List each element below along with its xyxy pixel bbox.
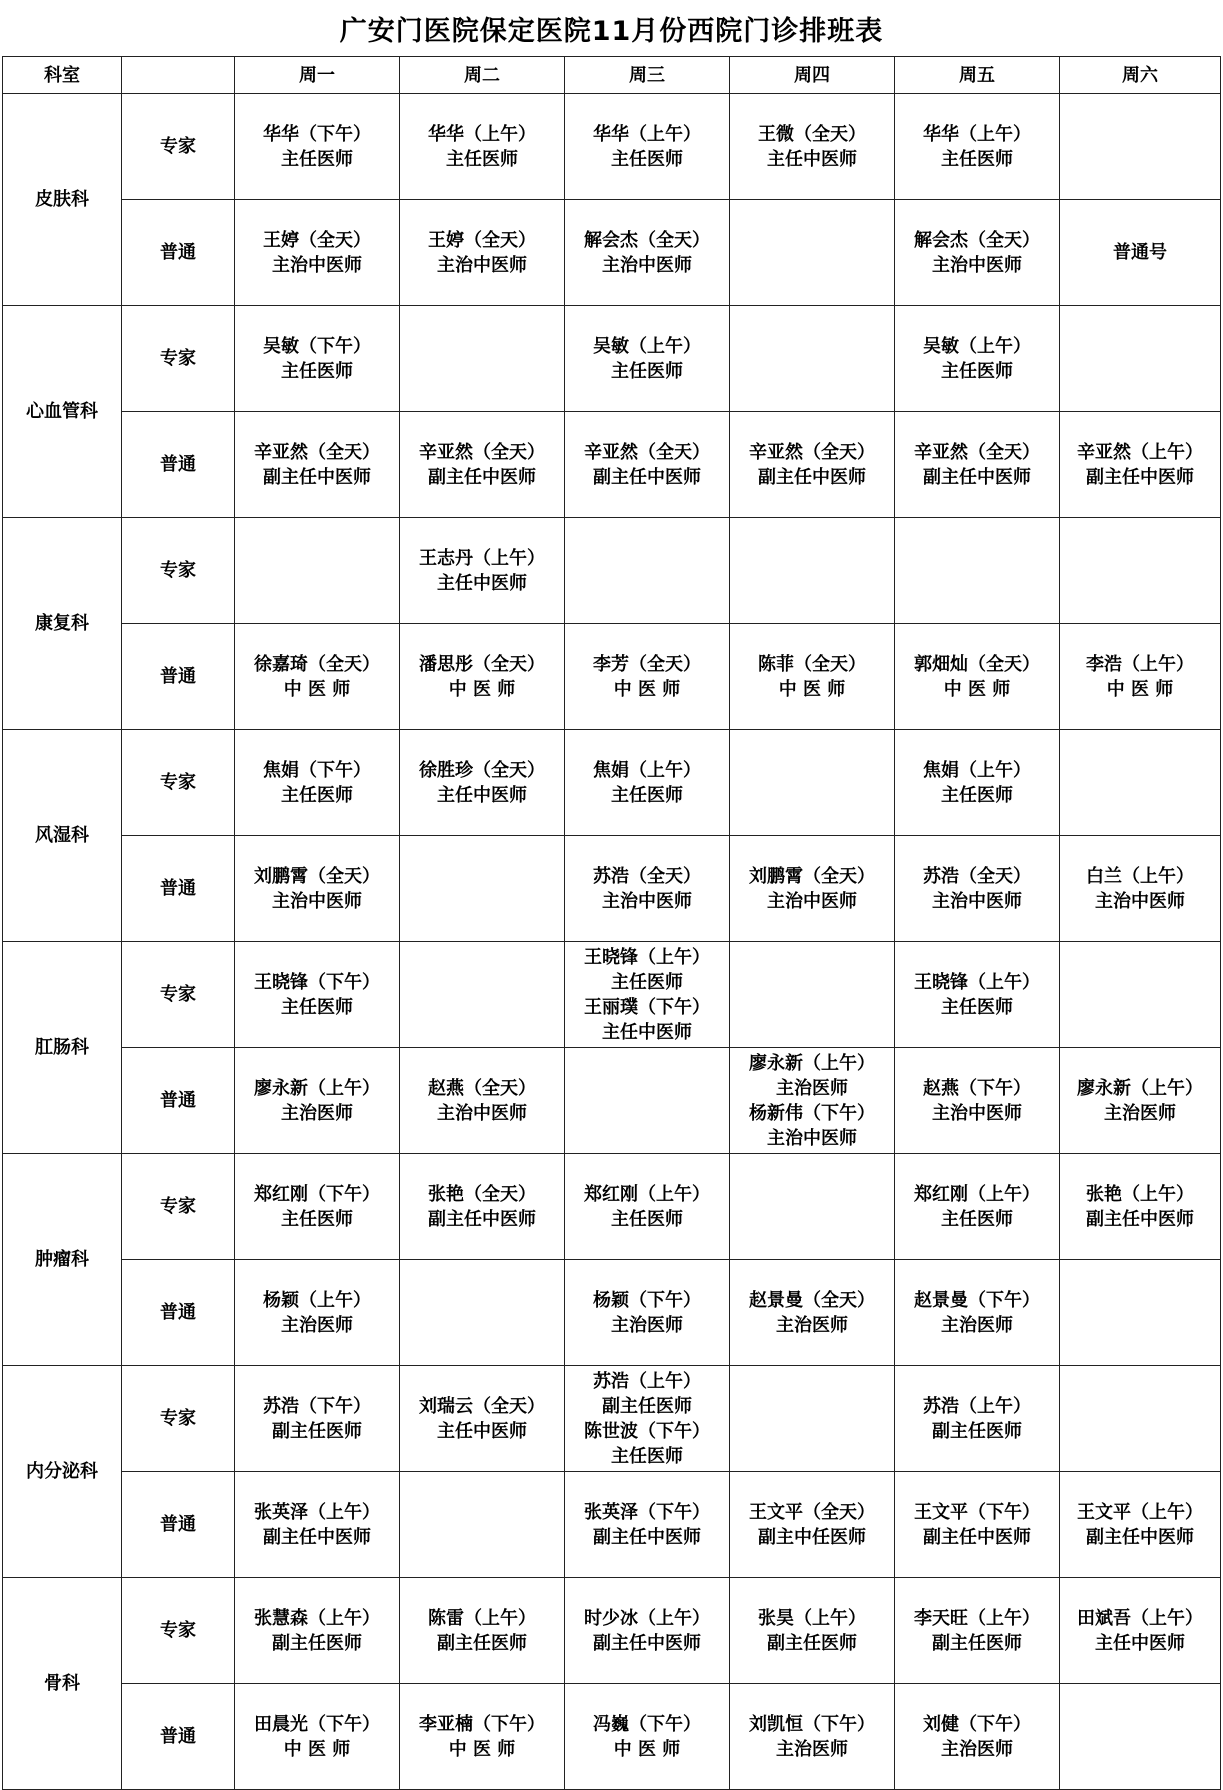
clinic-type: 专家 bbox=[122, 518, 235, 624]
doctor-title: 副主任中医师 bbox=[263, 466, 371, 488]
schedule-cell bbox=[565, 730, 730, 836]
doctor-title: 主治医师 bbox=[611, 1314, 683, 1336]
table-row bbox=[3, 200, 1221, 306]
schedule-cell bbox=[895, 942, 1060, 1048]
schedule-cell bbox=[1060, 836, 1221, 942]
doctor-title: 主任医师 bbox=[611, 971, 683, 993]
schedule-cell bbox=[400, 730, 565, 836]
doctor-title: 主任中医师 bbox=[437, 784, 527, 806]
doctor-entry: 赵燕（全天） bbox=[428, 1077, 536, 1099]
doctor-entry: 王晓锋（上午） bbox=[914, 971, 1040, 993]
doctor-entry: 郭畑灿（全天） bbox=[914, 653, 1040, 675]
doctor-title: 主任中医师 bbox=[767, 148, 857, 170]
doctor-title: 主任医师 bbox=[281, 148, 353, 170]
schedule-cell bbox=[1060, 1260, 1221, 1366]
schedule-cell bbox=[730, 1154, 895, 1260]
clinic-type: 专家 bbox=[122, 730, 235, 836]
doctor-title: 主任医师 bbox=[611, 1208, 683, 1230]
doctor-title: 主治医师 bbox=[1104, 1102, 1176, 1124]
doctor-entry: 辛亚然（全天） bbox=[914, 441, 1040, 463]
schedule-cell bbox=[730, 1578, 895, 1684]
doctor-title: 主任中医师 bbox=[437, 1420, 527, 1442]
doctor-entry: 张昊（上午） bbox=[758, 1607, 866, 1629]
header-friday: 周五 bbox=[895, 57, 1060, 94]
doctor-entry: 李天旺（上午） bbox=[914, 1607, 1040, 1629]
doctor-entry: 张慧森（上午） bbox=[254, 1607, 380, 1629]
department-name: 康复科 bbox=[3, 518, 122, 730]
schedule-cell bbox=[730, 1684, 895, 1790]
schedule-cell bbox=[895, 306, 1060, 412]
clinic-type: 普通 bbox=[122, 200, 235, 306]
schedule-cell bbox=[235, 1260, 400, 1366]
schedule-cell bbox=[895, 94, 1060, 200]
doctor-entry: 解会杰（全天） bbox=[584, 229, 710, 251]
doctor-title: 主任中医师 bbox=[1095, 1632, 1185, 1654]
schedule-cell bbox=[895, 730, 1060, 836]
schedule-cell bbox=[400, 518, 565, 624]
doctor-entry: 徐胜珍（全天） bbox=[419, 759, 545, 781]
schedule-cell bbox=[730, 94, 895, 200]
doctor-entry: 白兰（上午） bbox=[1086, 865, 1194, 887]
doctor-entry: 华华（上午） bbox=[593, 123, 701, 145]
clinic-type: 普通 bbox=[122, 1048, 235, 1154]
schedule-cell bbox=[400, 1684, 565, 1790]
doctor-entry: 冯巍（下午） bbox=[593, 1713, 701, 1735]
clinic-type: 普通 bbox=[122, 1472, 235, 1578]
table-row bbox=[3, 518, 1221, 624]
schedule-cell bbox=[1060, 1578, 1221, 1684]
schedule-cell bbox=[1060, 942, 1221, 1048]
doctor-title: 主任医师 bbox=[281, 1208, 353, 1230]
doctor-entry: 王丽璞（下午） bbox=[584, 996, 710, 1018]
doctor-title: 副主任中医师 bbox=[263, 1526, 371, 1548]
schedule-cell bbox=[400, 94, 565, 200]
doctor-entry: 张艳（上午） bbox=[1086, 1183, 1194, 1205]
table-row bbox=[3, 1578, 1221, 1684]
doctor-title: 主任医师 bbox=[611, 360, 683, 382]
doctor-entry: 杨颖（上午） bbox=[263, 1289, 371, 1311]
schedule-cell bbox=[895, 836, 1060, 942]
schedule-cell bbox=[565, 1578, 730, 1684]
doctor-entry: 徐嘉琦（全天） bbox=[254, 653, 380, 675]
schedule-cell bbox=[235, 730, 400, 836]
table-row bbox=[3, 306, 1221, 412]
schedule-cell bbox=[400, 200, 565, 306]
doctor-entry: 王文平（上午） bbox=[1077, 1501, 1203, 1523]
doctor-entry: 辛亚然（上午） bbox=[1077, 441, 1203, 463]
header-monday: 周一 bbox=[235, 57, 400, 94]
doctor-entry: 普通号 bbox=[1113, 242, 1167, 263]
page-title: 广安门医院保定医院11月份西院门诊排班表 bbox=[339, 15, 884, 47]
schedule-cell bbox=[1060, 730, 1221, 836]
doctor-entry: 赵景曼（下午） bbox=[914, 1289, 1040, 1311]
doctor-title: 主任医师 bbox=[611, 784, 683, 806]
doctor-entry: 苏浩（上午） bbox=[593, 1370, 701, 1392]
clinic-type: 普通 bbox=[122, 1684, 235, 1790]
department-name: 皮肤科 bbox=[3, 94, 122, 306]
doctor-entry: 苏浩（全天） bbox=[923, 865, 1031, 887]
schedule-cell bbox=[895, 624, 1060, 730]
schedule-cell bbox=[565, 1154, 730, 1260]
doctor-title: 主任医师 bbox=[941, 784, 1013, 806]
schedule-cell bbox=[565, 836, 730, 942]
schedule-cell bbox=[1060, 94, 1221, 200]
doctor-title: 中 医 师 bbox=[448, 678, 516, 700]
doctor-entry: 华华（上午） bbox=[428, 123, 536, 145]
doctor-title: 中 医 师 bbox=[778, 678, 846, 700]
schedule-cell bbox=[235, 94, 400, 200]
doctor-entry: 刘鹏霄（全天） bbox=[254, 865, 380, 887]
schedule-cell bbox=[730, 200, 895, 306]
doctor-entry: 焦娟（上午） bbox=[593, 759, 701, 781]
doctor-title: 副主任中医师 bbox=[1086, 1526, 1194, 1548]
doctor-entry: 郑红刚（上午） bbox=[584, 1183, 710, 1205]
doctor-title: 副主任中医师 bbox=[1086, 1208, 1194, 1230]
doctor-entry: 刘鹏霄（全天） bbox=[749, 865, 875, 887]
schedule-cell bbox=[400, 836, 565, 942]
doctor-entry: 李浩（上午） bbox=[1086, 653, 1194, 675]
header-department: 科室 bbox=[3, 57, 122, 94]
schedule-cell bbox=[235, 1048, 400, 1154]
schedule-cell bbox=[895, 1684, 1060, 1790]
schedule-cell bbox=[565, 624, 730, 730]
clinic-type: 专家 bbox=[122, 1578, 235, 1684]
table-row bbox=[3, 1684, 1221, 1790]
doctor-entry: 辛亚然（全天） bbox=[749, 441, 875, 463]
doctor-entry: 潘思彤（全天） bbox=[419, 653, 545, 675]
schedule-cell bbox=[565, 1048, 730, 1154]
doctor-title: 副主任中医师 bbox=[923, 466, 1031, 488]
doctor-title: 主治医师 bbox=[281, 1314, 353, 1336]
department-name: 肿瘤科 bbox=[3, 1154, 122, 1366]
doctor-title: 中 医 师 bbox=[283, 1738, 351, 1760]
doctor-entry: 王文平（下午） bbox=[914, 1501, 1040, 1523]
doctor-entry: 陈雷（上午） bbox=[428, 1607, 536, 1629]
doctor-title: 中 医 师 bbox=[448, 1738, 516, 1760]
doctor-title: 副主任中医师 bbox=[1086, 466, 1194, 488]
schedule-cell bbox=[895, 1578, 1060, 1684]
doctor-entry: 田斌吾（上午） bbox=[1077, 1607, 1203, 1629]
schedule-cell bbox=[400, 1472, 565, 1578]
schedule-cell bbox=[565, 412, 730, 518]
clinic-type: 普通 bbox=[122, 1260, 235, 1366]
doctor-entry: 杨新伟（下午） bbox=[749, 1102, 875, 1124]
doctor-entry: 廖永新（上午） bbox=[749, 1052, 875, 1074]
doctor-title: 主治中医师 bbox=[272, 254, 362, 276]
header-row bbox=[3, 57, 1221, 94]
schedule-cell bbox=[235, 306, 400, 412]
doctor-title: 副主任中医师 bbox=[428, 466, 536, 488]
doctor-entry: 郑红刚（下午） bbox=[254, 1183, 380, 1205]
schedule-cell bbox=[1060, 1684, 1221, 1790]
doctor-entry: 辛亚然（全天） bbox=[254, 441, 380, 463]
schedule-cell bbox=[235, 200, 400, 306]
schedule-cell bbox=[565, 94, 730, 200]
header-saturday: 周六 bbox=[1060, 57, 1221, 94]
schedule-cell bbox=[730, 1260, 895, 1366]
table-row bbox=[3, 1472, 1221, 1578]
doctor-title: 中 医 师 bbox=[943, 678, 1011, 700]
schedule-cell bbox=[730, 624, 895, 730]
schedule-cell bbox=[1060, 1154, 1221, 1260]
header-type bbox=[122, 57, 235, 94]
schedule-cell bbox=[235, 518, 400, 624]
doctor-title: 主任医师 bbox=[941, 996, 1013, 1018]
doctor-title: 主任中医师 bbox=[437, 572, 527, 594]
schedule-cell bbox=[235, 1684, 400, 1790]
table-row bbox=[3, 1366, 1221, 1472]
doctor-title: 中 医 师 bbox=[1106, 678, 1174, 700]
doctor-title: 主治医师 bbox=[776, 1077, 848, 1099]
department-name: 风湿科 bbox=[3, 730, 122, 942]
table-row bbox=[3, 94, 1221, 200]
doctor-title: 副主任医师 bbox=[932, 1632, 1022, 1654]
doctor-title: 主治中医师 bbox=[767, 1127, 857, 1149]
doctor-entry: 王文平（全天） bbox=[749, 1501, 875, 1523]
table-row bbox=[3, 730, 1221, 836]
schedule-table bbox=[2, 56, 1221, 1790]
table-row bbox=[3, 942, 1221, 1048]
doctor-title: 主治中医师 bbox=[767, 890, 857, 912]
doctor-entry: 陈世波（下午） bbox=[584, 1420, 710, 1442]
doctor-entry: 苏浩（上午） bbox=[923, 1395, 1031, 1417]
doctor-entry: 王志丹（上午） bbox=[419, 547, 545, 569]
schedule-cell bbox=[565, 1684, 730, 1790]
doctor-entry: 辛亚然（全天） bbox=[419, 441, 545, 463]
doctor-title: 副主任中医师 bbox=[593, 1526, 701, 1548]
schedule-cell bbox=[235, 836, 400, 942]
schedule-cell bbox=[565, 306, 730, 412]
schedule-cell bbox=[235, 1472, 400, 1578]
doctor-entry: 华华（上午） bbox=[923, 123, 1031, 145]
schedule-cell bbox=[895, 1260, 1060, 1366]
doctor-entry: 华华（下午） bbox=[263, 123, 371, 145]
doctor-title: 副主任医师 bbox=[272, 1632, 362, 1654]
schedule-cell bbox=[400, 1366, 565, 1472]
schedule-cell bbox=[730, 412, 895, 518]
doctor-entry: 苏浩（全天） bbox=[593, 865, 701, 887]
doctor-title: 中 医 师 bbox=[283, 678, 351, 700]
schedule-body bbox=[3, 94, 1221, 1790]
header-wednesday: 周三 bbox=[565, 57, 730, 94]
doctor-entry: 吴敏（下午） bbox=[263, 335, 371, 357]
schedule-cell bbox=[235, 1578, 400, 1684]
schedule-cell bbox=[400, 942, 565, 1048]
schedule-cell bbox=[235, 624, 400, 730]
schedule-cell bbox=[895, 1366, 1060, 1472]
doctor-title: 主任中医师 bbox=[602, 1021, 692, 1043]
clinic-type: 专家 bbox=[122, 306, 235, 412]
doctor-entry: 王婷（全天） bbox=[263, 229, 371, 251]
doctor-title: 中 医 师 bbox=[613, 1738, 681, 1760]
schedule-cell bbox=[565, 1260, 730, 1366]
doctor-title: 副主任医师 bbox=[932, 1420, 1022, 1442]
doctor-title: 副主任中医师 bbox=[758, 466, 866, 488]
schedule-cell bbox=[400, 1048, 565, 1154]
clinic-type: 专家 bbox=[122, 1366, 235, 1472]
doctor-title: 副主任医师 bbox=[437, 1632, 527, 1654]
clinic-type: 专家 bbox=[122, 94, 235, 200]
doctor-entry: 陈菲（全天） bbox=[758, 653, 866, 675]
doctor-entry: 郑红刚（上午） bbox=[914, 1183, 1040, 1205]
doctor-entry: 李亚楠（下午） bbox=[419, 1713, 545, 1735]
schedule-cell bbox=[565, 942, 730, 1048]
schedule-cell bbox=[235, 1366, 400, 1472]
header-tuesday: 周二 bbox=[400, 57, 565, 94]
schedule-cell bbox=[1060, 518, 1221, 624]
department-name: 骨科 bbox=[3, 1578, 122, 1790]
doctor-title: 副主任中医师 bbox=[593, 466, 701, 488]
doctor-title: 主治医师 bbox=[776, 1314, 848, 1336]
doctor-title: 中 医 师 bbox=[613, 678, 681, 700]
schedule-cell bbox=[1060, 1366, 1221, 1472]
doctor-title: 主治中医师 bbox=[602, 890, 692, 912]
doctor-title: 主任医师 bbox=[941, 148, 1013, 170]
schedule-cell bbox=[1060, 306, 1221, 412]
table-row bbox=[3, 1260, 1221, 1366]
table-row bbox=[3, 836, 1221, 942]
doctor-entry: 解会杰（全天） bbox=[914, 229, 1040, 251]
doctor-entry: 赵景曼（全天） bbox=[749, 1289, 875, 1311]
schedule-cell bbox=[730, 306, 895, 412]
doctor-entry: 焦娟（上午） bbox=[923, 759, 1031, 781]
department-name: 肛肠科 bbox=[3, 942, 122, 1154]
schedule-cell bbox=[895, 1472, 1060, 1578]
doctor-title: 主治中医师 bbox=[1095, 890, 1185, 912]
schedule-cell bbox=[730, 518, 895, 624]
schedule-cell bbox=[895, 1048, 1060, 1154]
schedule-cell bbox=[565, 1472, 730, 1578]
schedule-cell bbox=[730, 1472, 895, 1578]
doctor-entry: 吴敏（上午） bbox=[923, 335, 1031, 357]
doctor-entry: 李芳（全天） bbox=[593, 653, 701, 675]
schedule-cell bbox=[1060, 200, 1221, 306]
doctor-title: 主任医师 bbox=[281, 360, 353, 382]
department-name: 心血管科 bbox=[3, 306, 122, 518]
doctor-entry: 王婷（全天） bbox=[428, 229, 536, 251]
doctor-entry: 廖永新（上午） bbox=[254, 1077, 380, 1099]
schedule-cell bbox=[730, 836, 895, 942]
doctor-entry: 王晓锋（下午） bbox=[254, 971, 380, 993]
schedule-cell bbox=[1060, 412, 1221, 518]
doctor-title: 主治医师 bbox=[281, 1102, 353, 1124]
doctor-title: 副主任中医师 bbox=[593, 1632, 701, 1654]
doctor-entry: 张艳（全天） bbox=[428, 1183, 536, 1205]
schedule-cell bbox=[400, 1154, 565, 1260]
doctor-title: 主治中医师 bbox=[932, 890, 1022, 912]
doctor-title: 主治医师 bbox=[941, 1738, 1013, 1760]
schedule-cell bbox=[400, 412, 565, 518]
doctor-title: 主任医师 bbox=[611, 1445, 683, 1467]
schedule-cell bbox=[400, 306, 565, 412]
doctor-entry: 刘瑞云（全天） bbox=[419, 1395, 545, 1417]
doctor-entry: 王微（全天） bbox=[758, 123, 866, 145]
doctor-title: 副主中任医师 bbox=[758, 1526, 866, 1548]
table-row bbox=[3, 624, 1221, 730]
doctor-entry: 吴敏（上午） bbox=[593, 335, 701, 357]
doctor-title: 主任医师 bbox=[281, 996, 353, 1018]
schedule-cell bbox=[730, 730, 895, 836]
doctor-title: 主任医师 bbox=[941, 360, 1013, 382]
doctor-entry: 田晨光（下午） bbox=[254, 1713, 380, 1735]
table-row bbox=[3, 1048, 1221, 1154]
doctor-title: 主任医师 bbox=[446, 148, 518, 170]
doctor-entry: 杨颖（下午） bbox=[593, 1289, 701, 1311]
doctor-entry: 张英泽（上午） bbox=[254, 1501, 380, 1523]
schedule-cell bbox=[895, 1154, 1060, 1260]
schedule-cell bbox=[235, 942, 400, 1048]
schedule-cell bbox=[895, 518, 1060, 624]
doctor-title: 主任医师 bbox=[281, 784, 353, 806]
clinic-type: 专家 bbox=[122, 1154, 235, 1260]
schedule-cell bbox=[565, 518, 730, 624]
doctor-entry: 张英泽（下午） bbox=[584, 1501, 710, 1523]
clinic-type: 普通 bbox=[122, 836, 235, 942]
schedule-cell bbox=[400, 1260, 565, 1366]
doctor-title: 主治中医师 bbox=[932, 1102, 1022, 1124]
schedule-cell bbox=[400, 1578, 565, 1684]
doctor-title: 主治医师 bbox=[941, 1314, 1013, 1336]
doctor-title: 副主任中医师 bbox=[428, 1208, 536, 1230]
schedule-cell bbox=[895, 200, 1060, 306]
schedule-cell bbox=[730, 1366, 895, 1472]
doctor-title: 副主任医师 bbox=[767, 1632, 857, 1654]
doctor-entry: 赵燕（下午） bbox=[923, 1077, 1031, 1099]
schedule-cell bbox=[235, 412, 400, 518]
doctor-title: 主治中医师 bbox=[437, 1102, 527, 1124]
schedule-cell bbox=[400, 624, 565, 730]
clinic-type: 普通 bbox=[122, 412, 235, 518]
doctor-entry: 辛亚然（全天） bbox=[584, 441, 710, 463]
schedule-cell bbox=[730, 942, 895, 1048]
doctor-entry: 王晓锋（上午） bbox=[584, 946, 710, 968]
doctor-title: 主治中医师 bbox=[602, 254, 692, 276]
department-name: 内分泌科 bbox=[3, 1366, 122, 1578]
header-thursday: 周四 bbox=[730, 57, 895, 94]
table-row bbox=[3, 412, 1221, 518]
schedule-cell bbox=[895, 412, 1060, 518]
schedule-cell bbox=[1060, 1472, 1221, 1578]
schedule-cell bbox=[1060, 1048, 1221, 1154]
doctor-title: 副主任中医师 bbox=[923, 1526, 1031, 1548]
schedule-cell bbox=[565, 200, 730, 306]
clinic-type: 普通 bbox=[122, 624, 235, 730]
schedule-cell bbox=[730, 1048, 895, 1154]
table-row bbox=[3, 1154, 1221, 1260]
doctor-title: 主任医师 bbox=[941, 1208, 1013, 1230]
doctor-title: 主任医师 bbox=[611, 148, 683, 170]
doctor-entry: 苏浩（下午） bbox=[263, 1395, 371, 1417]
clinic-type: 专家 bbox=[122, 942, 235, 1048]
schedule-cell bbox=[1060, 624, 1221, 730]
schedule-cell bbox=[235, 1154, 400, 1260]
doctor-title: 主治中医师 bbox=[932, 254, 1022, 276]
doctor-entry: 刘健（下午） bbox=[923, 1713, 1031, 1735]
doctor-title: 副主任医师 bbox=[602, 1395, 692, 1417]
doctor-title: 主治中医师 bbox=[437, 254, 527, 276]
doctor-title: 主治中医师 bbox=[272, 890, 362, 912]
schedule-cell bbox=[565, 1366, 730, 1472]
doctor-title: 副主任医师 bbox=[272, 1420, 362, 1442]
doctor-title: 主治医师 bbox=[776, 1738, 848, 1760]
doctor-entry: 刘凯恒（下午） bbox=[749, 1713, 875, 1735]
doctor-entry: 时少冰（上午） bbox=[584, 1607, 710, 1629]
doctor-entry: 焦娟（下午） bbox=[263, 759, 371, 781]
doctor-entry: 廖永新（上午） bbox=[1077, 1077, 1203, 1099]
